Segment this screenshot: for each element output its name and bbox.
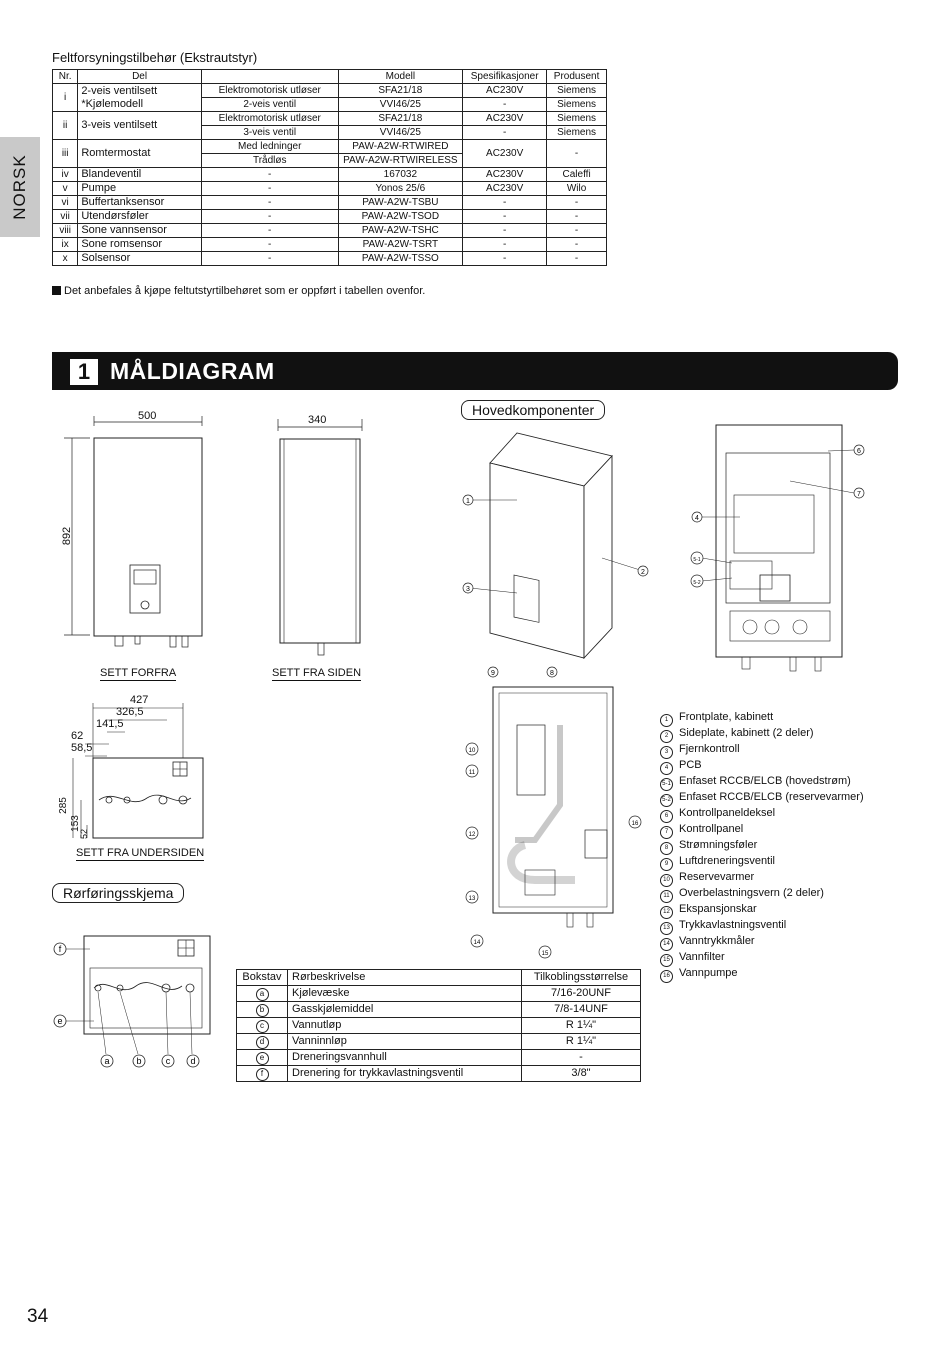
side-width-label: 340 xyxy=(308,414,327,426)
piping-title: Rørføringsskjema xyxy=(52,883,184,903)
dim-326-5: 326,5 xyxy=(116,706,144,718)
dim-52: 52 xyxy=(79,828,90,840)
table-row: 2-veis ventil VVI46/25 - Siemens xyxy=(53,98,607,112)
svg-text:9: 9 xyxy=(491,670,495,677)
svg-text:13: 13 xyxy=(468,896,476,902)
language-tab xyxy=(0,137,40,237)
col-header-produsent: Produsent xyxy=(547,70,607,84)
table-row: vi Buffertanksensor - PAW-A2W-TSBU - - xyxy=(53,196,607,210)
table-row: Trådløs PAW-A2W-RTWIRELESS xyxy=(53,154,607,168)
front-height-label: 892 xyxy=(61,526,74,546)
svg-text:15: 15 xyxy=(541,951,549,957)
legend-item: 11 Overbelastningsvern (2 deler) xyxy=(660,887,864,903)
legend-item: 5-2 Enfaset RCCB/ELCB (reservevarmer) xyxy=(660,791,864,807)
svg-text:7: 7 xyxy=(857,491,861,498)
table-row: c Vannutløp R 1¼" xyxy=(237,1018,641,1034)
table-row: a Kjølevæske 7/16-20UNF xyxy=(237,986,641,1002)
svg-text:3: 3 xyxy=(466,586,470,593)
section-title: MÅLDIAGRAM xyxy=(110,358,275,384)
table-row: viii Sone vannsensor - PAW-A2W-TSHC - - xyxy=(53,224,607,238)
table-row: iii Romtermostat Med ledninger PAW-A2W-RTWIRED AC230V - xyxy=(53,140,607,154)
dim-285: 285 xyxy=(57,797,69,814)
table-row: f Drenering for trykkavlastningsventil 3/8" xyxy=(237,1066,641,1082)
pipe-letter-d: d xyxy=(190,1056,196,1066)
main-components-title: Hovedkomponenter xyxy=(461,400,605,420)
svg-text:10: 10 xyxy=(468,748,476,754)
legend-item: 3 Fjernkontroll xyxy=(660,743,864,759)
side-view-caption: SETT FRA SIDEN xyxy=(272,667,362,679)
table-row: ii 3-veis ventilsett Elektromotorisk utløser SFA21/18 AC230V Siemens xyxy=(53,112,607,126)
front-view-drawing xyxy=(60,410,240,670)
bottom-view-caption: SETT FRA UNDERSIDEN xyxy=(76,847,205,859)
bullet-square-icon xyxy=(52,286,61,295)
language-tab-label: NORSK xyxy=(10,154,29,220)
svg-text:16: 16 xyxy=(631,821,639,827)
col-header-modell: Modell xyxy=(338,70,463,84)
legend-item: 4 PCB xyxy=(660,759,864,775)
pipe-letter-e: e xyxy=(57,1016,63,1026)
interior-drawing xyxy=(465,665,645,960)
svg-text:1: 1 xyxy=(466,498,470,505)
legend-item: 16 Vannpumpe xyxy=(660,967,864,983)
svg-text:8: 8 xyxy=(550,670,554,677)
dim-153: 153 xyxy=(69,815,81,832)
side-view-drawing xyxy=(270,415,370,665)
col-header-nr: Nr. xyxy=(53,70,78,84)
piping-diagram xyxy=(50,930,220,1070)
pipe-letter-c: c xyxy=(165,1056,171,1066)
table-row: b Gasskjølemiddel 7/8-14UNF xyxy=(237,1002,641,1018)
legend-item: 2 Sideplate, kabinett (2 deler) xyxy=(660,727,864,743)
pipe-letter-f: f xyxy=(58,944,62,954)
table-header-row: Bokstav Rørbeskrivelse Tilkoblingsstørrelse xyxy=(237,970,641,986)
col-header-del: Del xyxy=(78,70,202,84)
accessories-title: Feltforsyningstilbehør (Ekstrautstyr) xyxy=(52,50,258,65)
piping-table xyxy=(236,969,641,1082)
table-row: vii Utendørsføler - PAW-A2W-TSOD - - xyxy=(53,210,607,224)
pipe-letter-b: b xyxy=(136,1056,142,1066)
table-row: x Solsensor - PAW-A2W-TSSO - - xyxy=(53,252,607,266)
part-note: *Kjølemodell xyxy=(81,97,144,110)
accessories-table xyxy=(52,69,607,266)
dim-141-5: 141,5 xyxy=(96,718,124,730)
table-row: ix Sone romsensor - PAW-A2W-TSRT - - xyxy=(53,238,607,252)
legend-item: 1 Frontplate, kabinett xyxy=(660,711,864,727)
col-header-type xyxy=(201,70,338,84)
legend-item: 6 Kontrollpaneldeksel xyxy=(660,807,864,823)
legend-item: 13 Trykkavlastningsventil xyxy=(660,919,864,935)
page-number: 34 xyxy=(27,1306,49,1327)
legend-item: 5-1 Enfaset RCCB/ELCB (hovedstrøm) xyxy=(660,775,864,791)
cabinet-3d-drawing xyxy=(462,428,662,663)
legend-item: 12 Ekspansjonskar xyxy=(660,903,864,919)
svg-text:14: 14 xyxy=(473,940,481,946)
legend-item: 15 Vannfilter xyxy=(660,951,864,967)
accessories-note: Det anbefales å kjøpe feltutstyrtilbehøret som er oppført i tabellen ovenfor. xyxy=(52,285,425,297)
front-view-caption: SETT FORFRA xyxy=(100,667,177,679)
table-row: e Dreneringsvannhull - xyxy=(237,1050,641,1066)
legend-item: 10 Reservevarmer xyxy=(660,871,864,887)
control-panel-drawing xyxy=(690,423,870,678)
legend-item: 8 Strømningsføler xyxy=(660,839,864,855)
legend-item: 9 Luftdreneringsventil xyxy=(660,855,864,871)
table-row: iv Blandeventil - 167032 AC230V Caleffi xyxy=(53,168,607,182)
dim-58-5: 58,5 xyxy=(71,742,93,754)
table-header-row xyxy=(53,70,607,84)
col-header-spec: Spesifikasjoner xyxy=(463,70,547,84)
pipe-letter-a: a xyxy=(104,1056,110,1066)
svg-text:12: 12 xyxy=(468,832,476,838)
table-row: d Vanninnløp R 1¼" xyxy=(237,1034,641,1050)
svg-text:5-1: 5-1 xyxy=(693,557,701,563)
dim-427: 427 xyxy=(130,694,149,706)
svg-text:2: 2 xyxy=(641,569,645,576)
section-header xyxy=(52,352,898,390)
legend-item: 14 Vanntrykkmåler xyxy=(660,935,864,951)
svg-text:4: 4 xyxy=(695,515,699,522)
front-width-label: 500 xyxy=(138,410,157,422)
table-row: v Pumpe - Yonos 25/6 AC230V Wilo xyxy=(53,182,607,196)
dim-62: 62 xyxy=(71,730,84,742)
components-legend xyxy=(660,711,864,983)
table-row: i 2-veis ventilsett *Kjølemodell Elektromotorisk utløser SFA21/18 AC230V Siemens xyxy=(53,84,607,98)
svg-text:11: 11 xyxy=(468,770,476,776)
svg-text:5-2: 5-2 xyxy=(693,580,701,586)
table-row: 3-veis ventil VVI46/25 - Siemens xyxy=(53,126,607,140)
section-number: 1 xyxy=(70,359,98,385)
legend-item: 7 Kontrollpanel xyxy=(660,823,864,839)
part-name: 2-veis ventilsett xyxy=(81,84,158,97)
svg-text:6: 6 xyxy=(857,448,861,455)
